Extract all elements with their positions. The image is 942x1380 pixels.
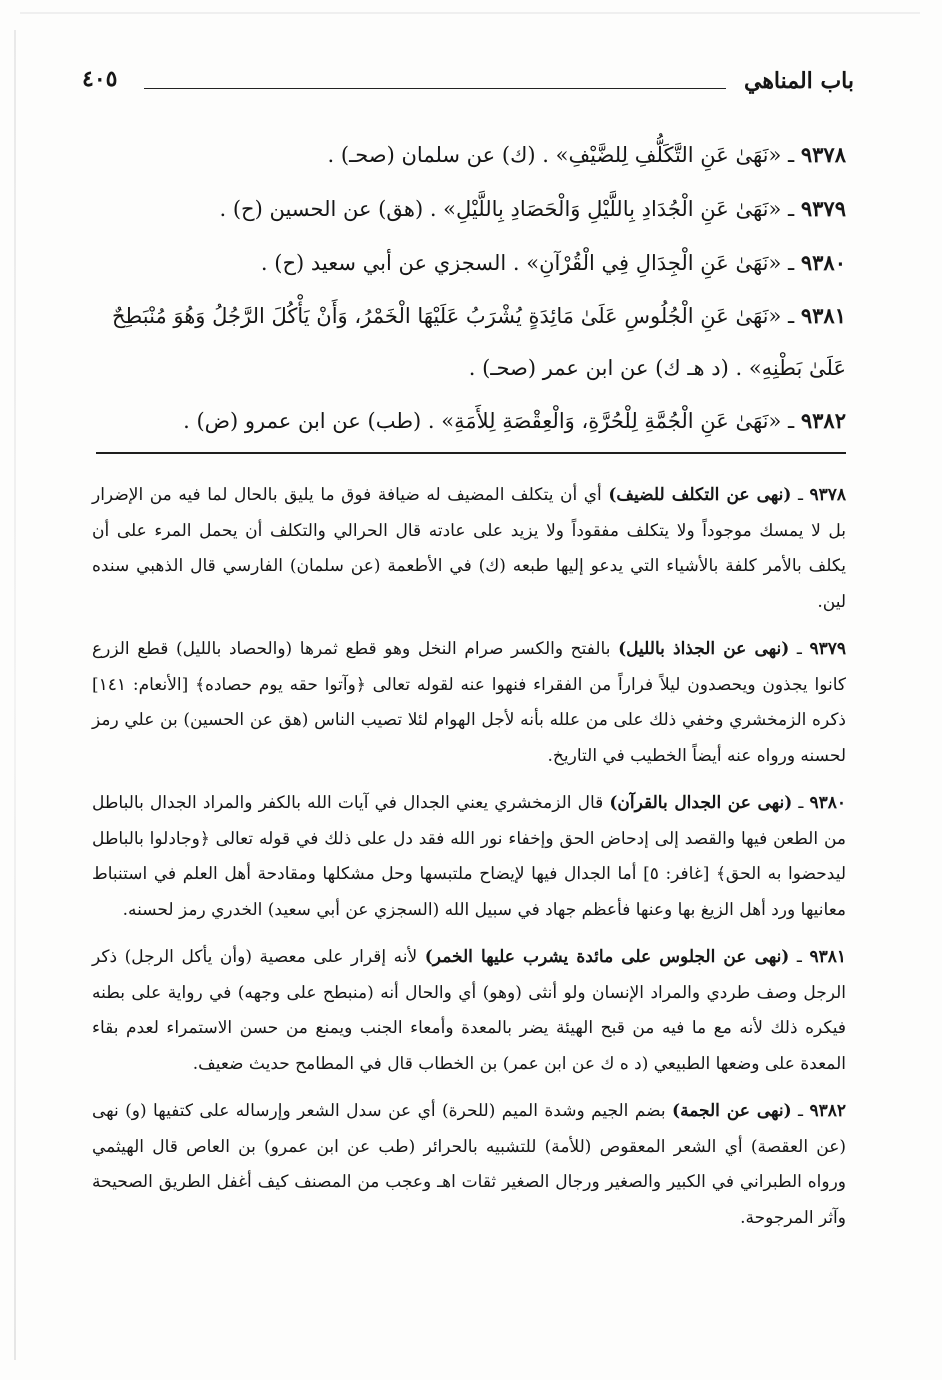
- hadith-number: ٩٣٨١: [800, 303, 846, 328]
- commentary-entry: ٩٣٨٢ ـ (نهى عن الجمة) بضم الجيم وشدة الميم (للحرة) أي عن سدل الشعر وإرساله على كتفيها (و) نهى (عن العقصة) أي الشعر المعقوص (للأمة) للتشبيه بالحرائر (طب عن ابن عمرو) بن العاص قال الهيثمي ورواه الطبراني في الكبير والصغير ورجال الصغير ثقات اهـ وعجب من المصنف كيف أغفل الطريق الصحيحة وآثر المرجوحة.: [92, 1101, 846, 1228]
- hadith-text: «نَهَىٰ عَنِ الْجُدَادِ بِاللَّيْلِ وَالْحَصَادِ بِاللَّيْلِ» . (هق) عن الحسين (ح) .: [219, 197, 782, 221]
- hadith-number: ٩٣٧٨: [800, 142, 846, 167]
- commentary-text: لأنه إقرار على معصية (وأن يأكل الرجل) ذكر الرجل وصف طردي والمراد الإنسان ولو أنثى (وهو) أي والحال أنه (منبطح على وجهه) في رواية على بطنه فيكره ذلك لأنه مع ما فيه من قبح الهيئة يضر بالمعدة وأمعاء الجنب ويمنع من حسن الاستمراء لعدم بقاء المعدة على وضعها الطبيعي (د ه ك عن ابن عمر) بن الخطاب قال في المطامح حديث ضعيف.: [92, 947, 846, 1074]
- scan-edge: [14, 30, 16, 1360]
- hadith-text: «نَهَىٰ عَنِ الْجُلُوسِ عَلَىٰ مَائِدَةٍ يُشْرَبُ عَلَيْهَا الْخَمْرُ، وَأَنْ يَأْكُلَ الرَّجُلُ وَهُوَ مُنْبَطِحٌ عَلَىٰ بَطْنِهِ» . (د هـ ك) عن ابن عمر (صحـ) .: [111, 304, 846, 380]
- header-rule: [144, 88, 726, 89]
- commentary-text: أي أن يتكلف المضيف له ضيافة فوق ما يليق بالحال لما فيه من الإضرار بل لا يمسك موجوداً ولا يتكلف مفقوداً ولا يزيد على عادته قال الحرالي والتكلف أن يحمل المرء على أن يكلف بالأمر كلفة بالأشياء التي يدعو إليها طبعه (ك) في الأطعمة (عن سلمان) الفارسي قال الذهبي سنده لين.: [92, 485, 846, 612]
- commentary-lemma: (نهى عن التكلف للضيف): [608, 485, 792, 505]
- commentary-lemma: (نهى عن الجذاذ بالليل): [618, 639, 790, 659]
- hadith-entry: ٩٣٧٩ ـ «نَهَىٰ عَنِ الْجُدَادِ بِاللَّيْلِ وَالْحَصَادِ بِاللَّيْلِ» . (هق) عن الحسين (ح) .: [219, 196, 846, 221]
- commentary-text: بضم الجيم وشدة الميم (للحرة) أي عن سدل الشعر وإرساله على كتفيها (و) نهى (عن العقصة) أي الشعر المعقوص (للأمة) للتشبيه بالحرائر (طب عن ابن عمرو) بن العاص قال الهيثمي ورواه الطبراني في الكبير والصغير ورجال الصغير ثقات اهـ وعجب من المصنف كيف أغفل الطريق الصحيحة وآثر المرجوحة.: [92, 1101, 846, 1228]
- commentary-entry: ٩٣٨٠ ـ (نهى عن الجدال بالقرآن) قال الزمخشري يعني الجدال في آيات الله بالكفر والمراد الجدال بالباطل من الطعن فيها والقصد إلى إدحاض الحق وإخفاء نور الله فقد دل على ذلك في قوله تعالى ﴿وجادلوا بالباطل ليدحضوا به الحق﴾ [غافر: ٥] أما الجدال فيها لإيضاح ملتبسها وحل مشكلها ومقادحة أهل العلم في استنباط معانيها ورد أهل الزيغ بها وعنها فأعظم جهاد في سبيل الله (السجزي عن أبي سعيد) الخدري رمز لحسنه.: [92, 793, 847, 920]
- scan-edge-top: [20, 12, 920, 14]
- commentary-lemma: (نهى عن الجمة): [672, 1101, 792, 1121]
- hadith-list: [110, 128, 846, 448]
- hadith-number: ٩٣٧٩: [800, 196, 846, 221]
- commentary-entry: ٩٣٧٨ ـ (نهى عن التكلف للضيف) أي أن يتكلف المضيف له ضيافة فوق ما يليق بالحال لما فيه من الإضرار بل لا يمسك موجوداً ولا يتكلف مفقوداً ولا يزيد على عادته قال الحرالي والتكلف أن يحمل المرء على أن يكلف بالأمر كلفة بالأشياء التي يدعو إليها طبعه (ك) في الأطعمة (عن سلمان) الفارسي قال الذهبي سنده لين.: [92, 485, 847, 612]
- commentary-text: قال الزمخشري يعني الجدال في آيات الله بالكفر والمراد الجدال بالباطل من الطعن فيها والقصد إلى إدحاض الحق وإخفاء نور الله فقد دل على ذلك في قوله تعالى ﴿وجادلوا بالباطل ليدحضوا به الحق﴾ [غافر: ٥] أما الجدال فيها لإيضاح ملتبسها وحل مشكلها ومقادحة أهل العلم في استنباط معانيها ورد أهل الزيغ بها وعنها فأعظم جهاد في سبيل الله (السجزي عن أبي سعيد) الخدري رمز لحسنه.: [92, 793, 847, 920]
- commentary-entry: ٩٣٨١ ـ (نهى عن الجلوس على مائدة يشرب عليها الخمر) لأنه إقرار على معصية (وأن يأكل الرجل) ذكر الرجل وصف طردي والمراد الإنسان ولو أنثى (وهو) أي والحال أنه (منبطح على وجهه) في رواية على بطنه فيكره ذلك لأنه مع ما فيه من قبح الهيئة يضر بالمعدة وأمعاء الجنب ويمنع من حسن الاستمراء لعدم بقاء المعدة على وضعها الطبيعي (د ه ك عن ابن عمر) بن الخطاب قال في المطامح حديث ضعيف.: [92, 947, 847, 1074]
- commentary-number: ٩٣٨٠: [809, 793, 847, 813]
- commentary-section: [92, 478, 846, 1248]
- hadith-text: «نَهَىٰ عَنِ الْجِدَالِ فِي الْقُرْآنِ» . السجزي عن أبي سعيد (ح) .: [260, 251, 782, 275]
- hadith-entry: ٩٣٨٢ ـ «نَهَىٰ عَنِ الْجُمَّةِ لِلْحُرَّةِ، وَالْعِقْصَةِ لِلأَمَةِ» . (طب) عن ابن عمرو (ض) .: [183, 408, 846, 433]
- commentary-lemma: (نهى عن الجدال بالقرآن): [609, 793, 793, 813]
- hadith-entry: ٩٣٨١ ـ «نَهَىٰ عَنِ الْجُلُوسِ عَلَىٰ مَائِدَةٍ يُشْرَبُ عَلَيْهَا الْخَمْرُ، وَأَنْ يَأْكُلَ الرَّجُلُ وَهُوَ مُنْبَطِحٌ عَلَىٰ بَطْنِهِ» . (د هـ ك) عن ابن عمر (صحـ) .: [111, 303, 846, 380]
- page-number: ٤٠٥: [82, 66, 118, 92]
- commentary-number: ٩٣٨١: [809, 947, 847, 967]
- commentary-entry: ٩٣٧٩ ـ (نهى عن الجذاذ بالليل) بالفتح والكسر صرام النخل وهو قطع ثمرها (والحصاد بالليل) قطع الزرع كانوا يجذون ويحصدون ليلاً فراراً من الفقراء فنهوا عنه لقوله تعالى ﴿وآتوا حقه يوم حصاده﴾ [الأنعام: ١٤١] ذكره الزمخشري وخفي ذلك على من علله بأنه لأجل الهوام لئلا تصيب الناس (هق عن الحسين) بن علي رمز لحسنه ورواه عنه أيضاً الخطيب في التاريخ.: [92, 639, 847, 766]
- page-header: [82, 58, 854, 102]
- commentary-lemma: (نهى عن الجلوس على مائدة يشرب عليها الخمر): [424, 947, 790, 967]
- section-divider: [96, 452, 846, 454]
- commentary-number: ٩٣٨٢: [809, 1101, 846, 1121]
- hadith-number: ٩٣٨٠: [800, 250, 846, 275]
- hadith-entry: ٩٣٧٨ ـ «نَهَىٰ عَنِ التَّكَلُّفِ لِلضَّيْفِ» . (ك) عن سلمان (صحـ) .: [327, 142, 846, 167]
- hadith-entry: ٩٣٨٠ ـ «نَهَىٰ عَنِ الْجِدَالِ فِي الْقُرْآنِ» . السجزي عن أبي سعيد (ح) .: [260, 250, 846, 275]
- hadith-text: «نَهَىٰ عَنِ الْجُمَّةِ لِلْحُرَّةِ، وَالْعِقْصَةِ لِلأَمَةِ» . (طب) عن ابن عمرو (ض) .: [183, 409, 782, 433]
- commentary-number: ٩٣٧٩: [809, 639, 847, 659]
- commentary-text: بالفتح والكسر صرام النخل وهو قطع ثمرها (والحصاد بالليل) قطع الزرع كانوا يجذون ويحصدون ليلاً فراراً من الفقراء فنهوا عنه لقوله تعالى ﴿وآتوا حقه يوم حصاده﴾ [الأنعام: ١٤١] ذكره الزمخشري وخفي ذلك على من علله بأنه لأجل الهوام لئلا تصيب الناس (هق عن الحسين) بن علي رمز لحسنه ورواه عنه أيضاً الخطيب في التاريخ.: [92, 639, 846, 766]
- running-title: باب المناهي: [743, 68, 854, 94]
- hadith-text: «نَهَىٰ عَنِ التَّكَلُّفِ لِلضَّيْفِ» . (ك) عن سلمان (صحـ) .: [327, 143, 782, 167]
- commentary-number: ٩٣٧٨: [809, 485, 847, 505]
- hadith-number: ٩٣٨٢: [800, 408, 846, 433]
